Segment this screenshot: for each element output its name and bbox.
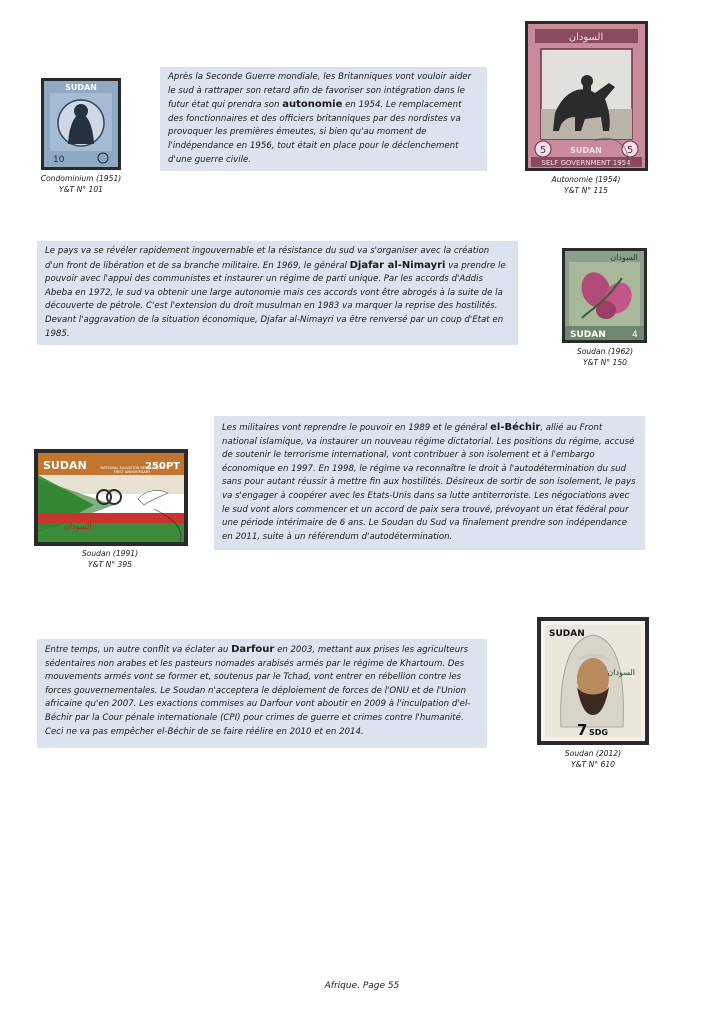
caption-1962: Soudan (1962) Y&T N° 150 (576, 347, 634, 367)
stamp-value-label: 7 (577, 721, 588, 739)
text-block-bechir: Les militaires vont reprendre le pouvoir en 1989 et le général el-Béchir, allié au Front national islamique, va instaurer un nouveau régime dictatorial. Les positions du régime, accusé de soutenir le terrorisme international, vont contribuer à son isolement et à l'embargo économique en 1997. En 1998, le régime va reconnaître le droit à l'autodétermination du sud sans pour autant réussir à mettre fin aux hostilités. Désireux de sortir de son isolement, le pays va s'engager à coopérer avec les Etats-Unis dans sa lutte antiterroriste. Les négociations avec le sud vont alors commencer et un accord de paix sera trouvé, prévoyant un état fédéral pour une période intérimaire de 6 ans. Le Soudan du Sud va finalement prendre son indépendance en 2011, suite à un référendum d'autodétermination. (214, 416, 645, 550)
stamp-country-label: SUDAN (43, 459, 87, 472)
stamp-soudan-1991 (34, 449, 188, 546)
caption-1991: Soudan (1991) Y&T N° 395 (81, 549, 139, 569)
stamp-arabic-label: السودان (607, 668, 635, 677)
stamp-country-label: SUDAN (65, 83, 97, 92)
stamp-banner-label: SELF GOVERNMENT 1954 (541, 159, 631, 167)
text-block-autonomy: Après la Seconde Guerre mondiale, les Britanniques vont vouloir aider le sud à rattraper son retard afin de favoriser son intégration dans le futur état qui prendra son autonomie en 1954. Le remplacement des fonctionnaires et des officiers britanniques par des nordistes va provoquer les premières émeutes, si bien qu'au moment de l'indépendance en 1956, tout était en place pour le déclenchement d'une guerre civile. (160, 67, 487, 171)
svg-text:FIRST ANNIVERSARY: FIRST ANNIVERSARY (113, 470, 151, 474)
stamp-subtitle-label: NATIONAL SALVATION REVOLUTION (100, 466, 164, 470)
stamp-soudan-2012 (537, 617, 649, 745)
stamp-country-label: SUDAN (570, 330, 606, 340)
stamp-value-label: 4 (632, 330, 638, 340)
stamp-arabic-label: السودان (610, 253, 638, 262)
page-footer: Afrique. Page 55 (324, 981, 400, 991)
stamp-value-label: 250PT (144, 461, 180, 472)
keyword-bechir: el-Béchir (490, 422, 541, 433)
stamp-value-label: 10 (53, 155, 65, 165)
keyword-nimayri: Djafar al-Nimayri (349, 259, 446, 271)
stamp-condominium-1951 (41, 78, 121, 170)
svg-text:5: 5 (626, 145, 634, 156)
stamp-autonomie-1954 (525, 21, 648, 171)
keyword-darfour: Darfour (231, 644, 275, 655)
stamp-arabic-label: السودان (568, 32, 604, 43)
keyword-autonomie: autonomie (282, 99, 343, 111)
stamp-soudan-1962 (562, 248, 647, 343)
caption-1951: Condominium (1951) Y&T N° 101 (40, 174, 122, 194)
caption-1954: Autonomie (1954) Y&T N° 115 (551, 175, 621, 195)
stamp-value-label: 5 (539, 145, 547, 156)
stamp-unit-label: SDG (589, 728, 608, 737)
stamp-arabic-label: السودان (64, 522, 92, 531)
stamp-country-label: SUDAN (570, 146, 602, 155)
caption-2012: Soudan (2012) Y&T N° 610 (564, 749, 622, 769)
text-block-darfour: Entre temps, un autre conflit va éclater au Darfour en 2003, mettant aux prises les agriculteurs sédentaires non arabes et les pasteurs nomades arabisés armés par le régime de Khartoum. Des mouvements armés vont se former et, soutenus par le Tchad, vont entrer en rébellion contre les forces gouvernementales. Le Soudan n'acceptera le déploiement de forces de l'ONU et de l'Union africaine qu'en 2007. Les exactions commises au Darfour vont aboutir en 2009 à l'inculpation d'el-Béchir par la Cour pénale internationale (CPI) pour crimes de guerre et crimes contre l'humanité. Ceci ne va pas empêcher el-Béchir de se faire réélire en 2010 et en 2014. (37, 639, 487, 748)
text-block-nimayri: Le pays va se révéler rapidement ingouvernable et la résistance du sud va s'organiser avec la création d'un front de libération et de sa branche militaire. En 1969, le général Djafar al-Nimayri va prendre le pouvoir avec l'appui des communistes et instaurer un régime de parti unique. Par les accords d'Addis Abeba en 1972, le sud va obtenir une large autonomie mais ces accords vont être abrogés à la suite de la découverte de pétrole. C'est l'extension du droit musulman en 1983 va marquer la reprise des hostilités. Devant l'aggravation de la situation économique, Djafar al-Nimayri va être renversé par un coup d'Etat en 1985. (37, 241, 518, 345)
stamp-country-label: SUDAN (549, 629, 585, 639)
